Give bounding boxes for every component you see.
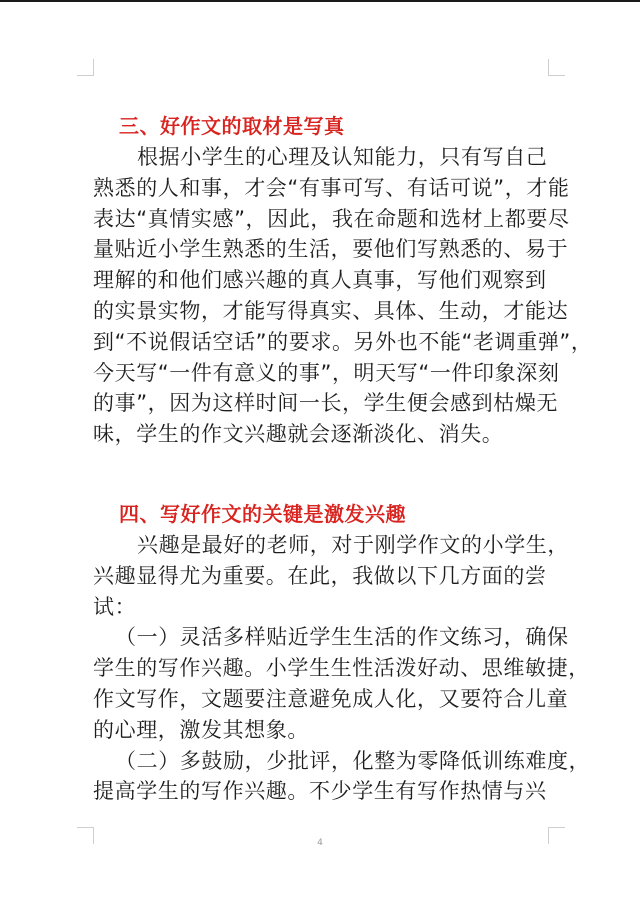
document-body: [93, 110, 593, 807]
paragraph-line: 试：: [93, 594, 137, 619]
paragraph-line: 提高学生的写作兴趣。不少学生有写作热情与兴: [93, 779, 547, 804]
paragraph-line: 学生的写作兴趣。小学生生性活泼好动、思维敏捷，: [93, 656, 590, 681]
paragraph-line: 味，学生的作文兴趣就会逐渐淡化、消失。: [93, 422, 504, 447]
paragraph-line: 作文写作，文题要注意避免成人化，又要符合儿童: [93, 686, 569, 711]
page-number: 4: [317, 838, 323, 848]
paragraph-line: 的心理，激发其想象。: [93, 717, 309, 742]
section-heading-4: 四、写好作文的关键是激发兴趣: [119, 501, 406, 526]
paragraph-line: 的事”，因为这样时间一长，学生便会感到枯燥无: [93, 391, 559, 416]
paragraph-line: （二）多鼓励，少批评，化整为零降低训练难度，: [115, 748, 591, 773]
paragraph-line: 熟悉的人和事，才会“有事可写、有话可说”，才能: [93, 175, 570, 200]
paragraph-line: 理解的和他们感兴趣的真人真事，写他们观察到: [93, 268, 547, 293]
paragraph-line: 量贴近小学生熟悉的生活，要他们写熟悉的、易于: [93, 237, 569, 262]
paragraph-line: 今天写“一件有意义的事”，明天写“一件印象深刻: [93, 360, 560, 385]
paragraph-line: 到“不说假话空话”的要求。另外也不能“老调重弹”，: [93, 329, 593, 354]
paragraph-line: 兴趣显得尤为重要。在此，我做以下几方面的尝: [93, 563, 547, 588]
paragraph-line: 兴趣是最好的老师，对于刚学作文的小学生，: [137, 532, 569, 557]
paragraph-line: 表达“真情实感”，因此，我在命题和选材上都要尽: [93, 206, 570, 231]
section-spacer: [93, 450, 551, 498]
paragraph-line: （一）灵活多样贴近学生生活的作文练习，确保: [115, 625, 569, 650]
crop-mark-top-right: [548, 59, 565, 76]
crop-mark-top-left: [77, 59, 94, 76]
top-edge-bar: [0, 0, 640, 2]
paragraph-line: 根据小学生的心理及认知能力，只有写自己: [137, 145, 548, 169]
paragraph-line: 的实景实物，才能写得真实、具体、生动，才能达: [93, 298, 569, 323]
section-heading-3: 三、好作文的取材是写真: [119, 114, 345, 138]
